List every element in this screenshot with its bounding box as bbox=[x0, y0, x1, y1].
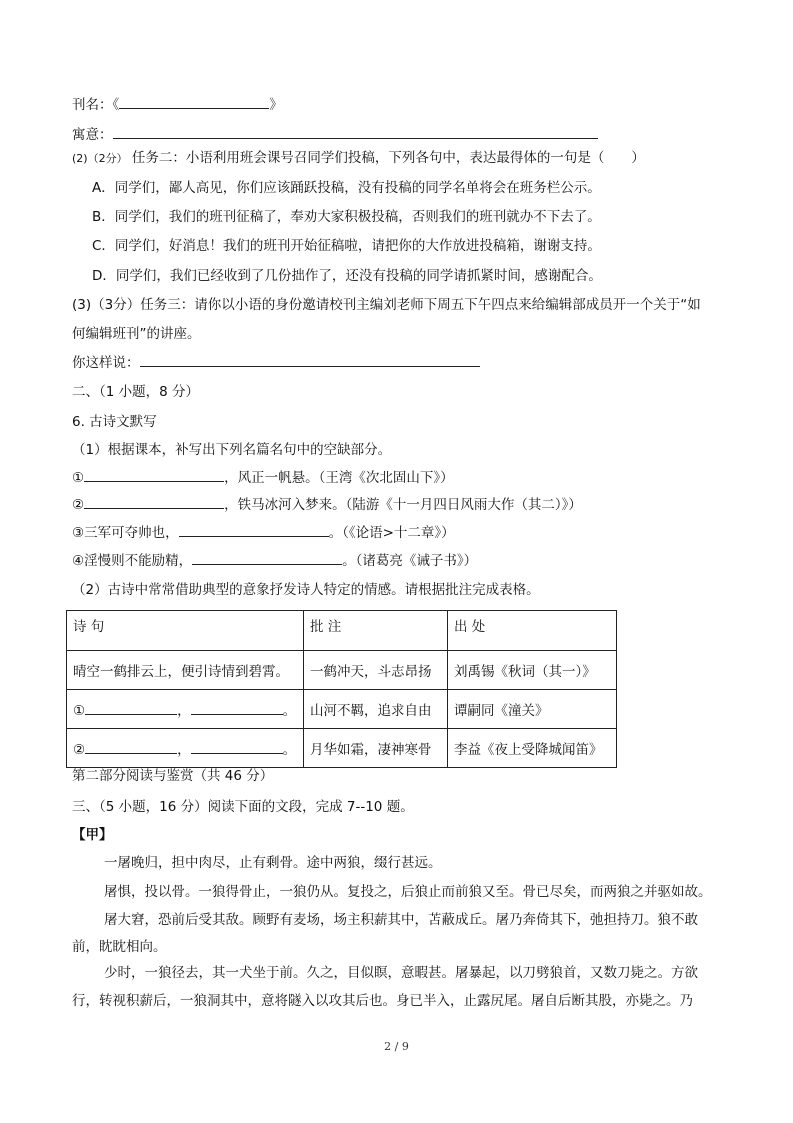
passage-line: 一屠晚归，担中肉尽，止有剩骨。途中两狼，缀行甚远。 bbox=[104, 855, 442, 871]
close-bracket: 》 bbox=[269, 97, 283, 113]
journal-meaning-blank bbox=[113, 124, 598, 139]
task2-option-c: C．同学们，好消息！我们的班刊开始征稿啦，请把你的大作放进投稿箱，谢谢支持。 bbox=[92, 238, 601, 254]
task3-answer-label: 你这样说： bbox=[72, 355, 140, 371]
journal-name-label: 刊名： bbox=[72, 97, 113, 113]
passage-line: 行，转视积薪后，一狼洞其中，意将隧入以攻其后也。身已半入，止露尻尾。屠自后断其股，亦毙之。乃 bbox=[72, 993, 693, 1009]
passage-label: 【甲】 bbox=[72, 827, 113, 843]
blank-line bbox=[84, 494, 224, 509]
task2-option-b: B．同学们，我们的班刊征稿了，奉劝大家积极投稿，否则我们的班刊就办不下去了。 bbox=[92, 209, 601, 225]
header-source: 出 处 bbox=[448, 611, 617, 651]
task3-answer-line bbox=[72, 352, 480, 373]
note-cell: 一鹤冲天，斗志昂扬 bbox=[304, 651, 448, 690]
journal-name-blank bbox=[119, 94, 269, 109]
passage-line: 前，眈眈相向。 bbox=[72, 939, 167, 955]
page-number: 2 / 9 bbox=[384, 1040, 409, 1053]
table-row bbox=[67, 729, 617, 768]
q6-part1: （1）根据课本，补写出下列名篇名句中的空缺部分。 bbox=[72, 442, 392, 458]
section2-heading: 二、（1 小题，8 分） bbox=[72, 384, 200, 400]
passage-line: 少时，一狼径去，其一犬坐于前。久之，目似瞑，意暇甚。屠暴起，以刀劈狼首，又数刀毙之。方欲 bbox=[104, 965, 698, 981]
task3-answer-blank bbox=[140, 352, 480, 367]
journal-meaning-line bbox=[72, 124, 598, 145]
blank-line bbox=[191, 701, 283, 715]
q6-part2: （2）古诗中常常借助典型的意象抒发诗人特定的情感。请根据批注完成表格。 bbox=[72, 582, 540, 598]
poem-table bbox=[66, 610, 617, 768]
header-poem: 诗 句 bbox=[67, 611, 304, 651]
section3-heading: 三、（5 小题，16 分）阅读下面的文段，完成 7--10 题。 bbox=[72, 799, 414, 815]
source-cell: 李益《夜上受降城闻笛》 bbox=[448, 729, 617, 768]
task2-option-a: A．同学们，鄙人高见，你们应该踊跃投稿，没有投稿的同学名单将会在班务栏公示。 bbox=[92, 180, 601, 196]
poem-cell: ① ， 。 bbox=[67, 690, 304, 729]
part2-heading: 第二部分阅读与鉴赏（共 46 分） bbox=[72, 768, 274, 784]
blank-line bbox=[179, 522, 329, 537]
blank-line bbox=[192, 550, 342, 565]
header-note: 批 注 bbox=[304, 611, 448, 651]
passage-line: 屠大窘，恐前后受其敌。顾野有麦场，场主积薪其中，苫蔽成丘。屠乃奔倚其下，弛担持刀。狼不敢 bbox=[104, 912, 698, 928]
q6-blank-1: ① ，风正一帆悬。（王湾《次北固山下》） bbox=[72, 467, 454, 488]
q6-blank-4: ④淫慢则不能励精， 。（诸葛亮《诫子书》） bbox=[72, 550, 477, 571]
task2-number: (2)（2分） bbox=[72, 152, 128, 165]
q6-blank-3: ③三军可夺帅也， 。（《论语>十二章》） bbox=[72, 522, 455, 543]
source-cell: 谭嗣同《潼关》 bbox=[448, 690, 617, 729]
blank-line bbox=[191, 740, 283, 754]
task3-line1: (3)（3分）任务三：请你以小语的身份邀请校刊主编刘老师下周五下午四点来给编辑部成员开一个关于“如 bbox=[72, 297, 701, 313]
passage-line: 屠惧，投以骨。一狼得骨止，一狼仍从。复投之，后狼止而前狼又至。骨已尽矣，而两狼之并驱如故。 bbox=[104, 884, 712, 900]
task2-prompt-line bbox=[72, 148, 645, 169]
source-cell: 刘禹锡《秋词（其一）》 bbox=[448, 651, 617, 690]
task2-option-d: D．同学们，我们已经收到了几份拙作了，还没有投稿的同学请抓紧时间，感谢配合。 bbox=[92, 268, 602, 284]
journal-name-line bbox=[72, 94, 283, 115]
journal-meaning-label: 寓意： bbox=[72, 127, 113, 143]
q6-title: 6. 古诗文默写 bbox=[72, 414, 157, 430]
q6-blank-2: ② ，铁马冰河入梦来。（陆游《十一月四日风雨大作（其二）》） bbox=[72, 494, 582, 515]
table-header-row bbox=[67, 611, 617, 651]
task2-prompt: 任务二：小语利用班会课号召同学们投稿，下列各句中，表达最得体的一句是（ ） bbox=[131, 150, 645, 166]
note-cell: 月华如霜，凄神寒骨 bbox=[304, 729, 448, 768]
poem-cell: ② ， 。 bbox=[67, 729, 304, 768]
blank-line bbox=[84, 467, 224, 482]
blank-line bbox=[85, 740, 177, 754]
task3-line2: 何编辑班刊”的讲座。 bbox=[72, 326, 201, 342]
blank-line bbox=[85, 701, 177, 715]
open-bracket: 《 bbox=[112, 97, 120, 113]
note-cell: 山河不羁，追求自由 bbox=[304, 690, 448, 729]
table-row bbox=[67, 651, 617, 690]
poem-cell: 晴空一鹤排云上，便引诗情到碧霄。 bbox=[67, 651, 304, 690]
table-row bbox=[67, 690, 617, 729]
